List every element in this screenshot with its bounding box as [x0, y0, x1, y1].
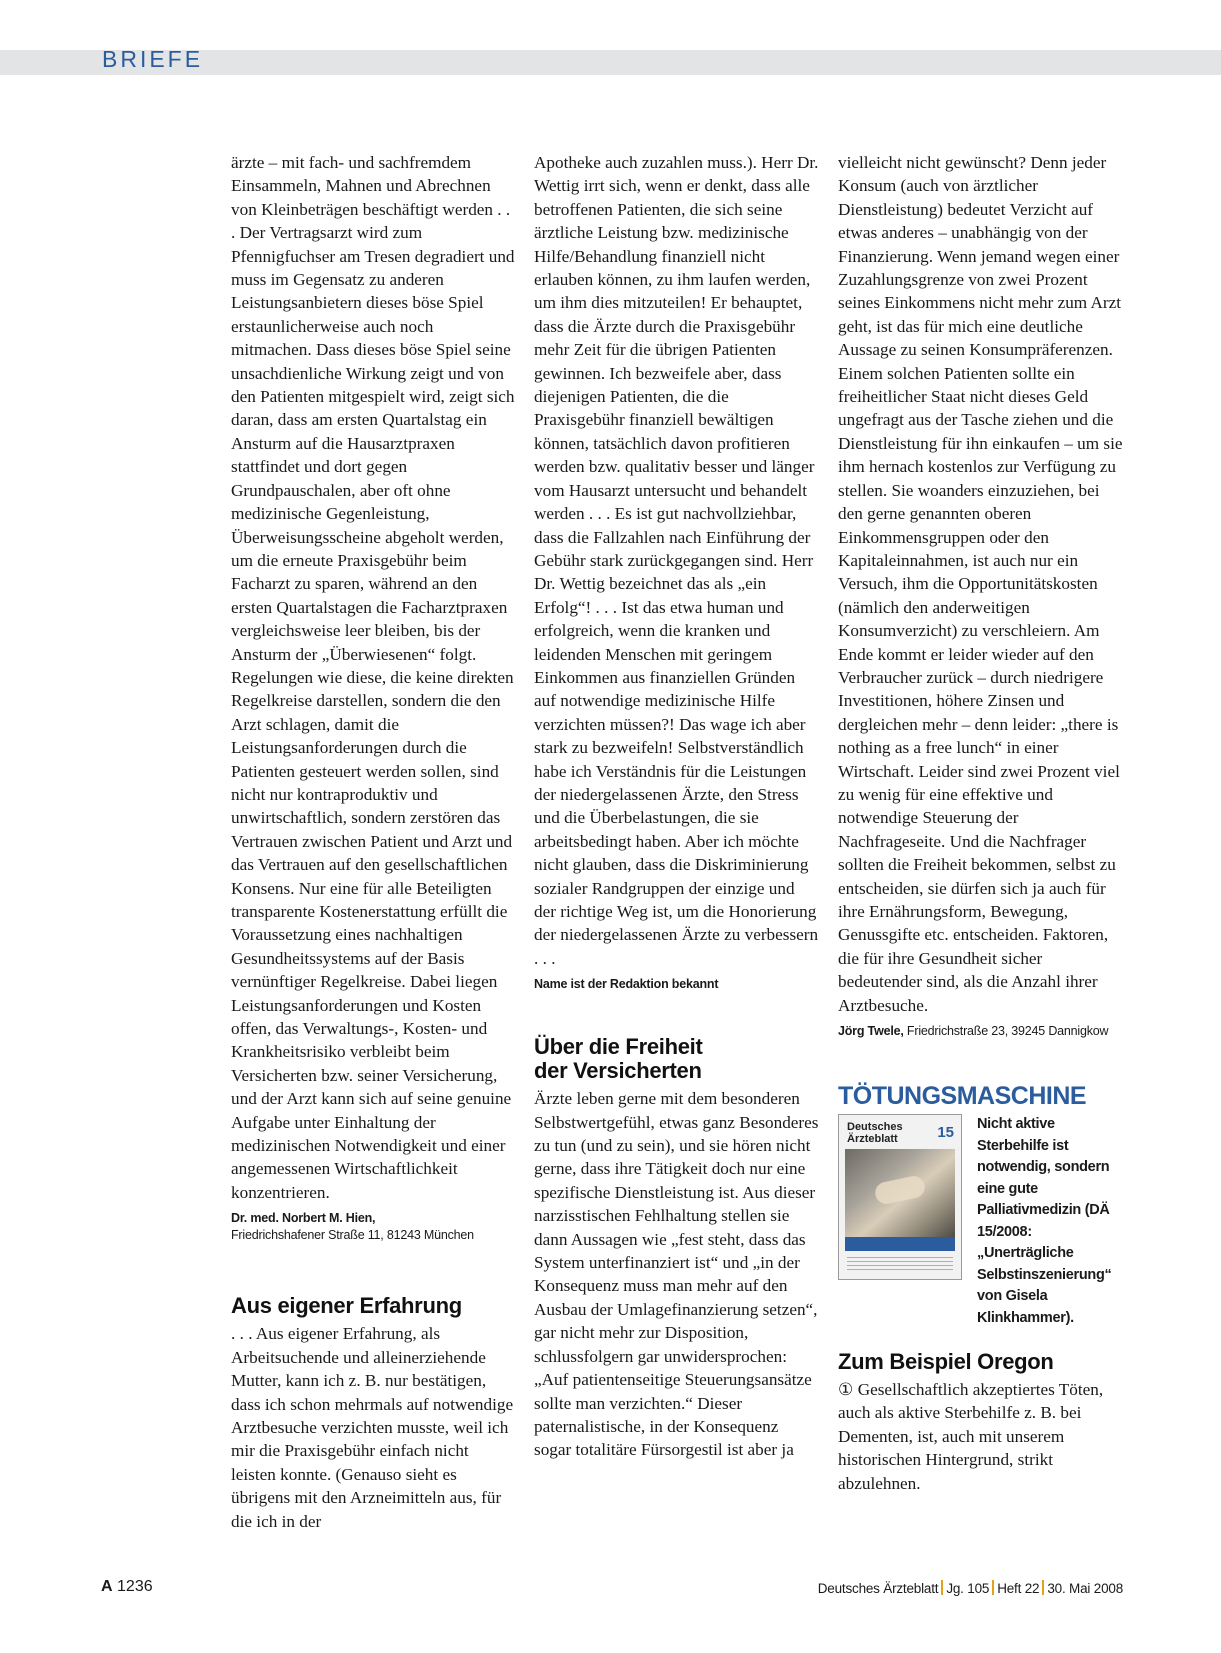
column-3 — [838, 151, 1123, 1495]
journal-name: Deutsches Ärzteblatt — [817, 1581, 939, 1596]
magazine-cover-image — [838, 1114, 962, 1280]
author-name: Dr. med. Norbert M. Hien, — [231, 1211, 376, 1226]
volume: Jg. 105 — [946, 1581, 990, 1596]
letter-heading-line: der Versicherten — [534, 1058, 702, 1084]
separator — [941, 1580, 943, 1595]
topic-teaser — [838, 1114, 1123, 1326]
page-prefix: A — [101, 1578, 113, 1595]
letter-signature — [838, 1023, 1123, 1040]
column-2 — [534, 151, 819, 1462]
author-name: Jörg Twele, — [838, 1024, 904, 1039]
date: 30. Mai 2008 — [1047, 1581, 1123, 1596]
cover-title: Deutsches Ärzteblatt — [847, 1121, 903, 1146]
letter-body: . . . Aus eigener Erfahrung, als Arbeitsuchende und alleinerziehende Mutter, kann ich z. B. nur bestätigen, dass ich schon mehrmals auf notwendige Arztbesuche verzichten musste, weil ich mir die Praxisgebühr einfach nicht leisten konnte. (Genauso sieht es übrigens mit den Arzneimitteln aus, für die ich in der — [231, 1324, 514, 1531]
letter-body: Ärzte leben gerne mit dem besonderen Selbstwertgefühl, etwas ganz Besonderes zu tun (und zu sein), und sie hören nicht gerne, dass ihre Tätigkeit doch nur eine spezifische Dienstleistung ist. Aus dieser narzisstischen Fehlhaltung stellen sie dann Aussagen wie „fest steht, dass das System unterfinanziert ist“ und „in der Konsequenz muss man mehr auf den Ausbau der Umlagefinanzierung setzen“, gar nicht mehr zur Disposition, schlussfolgern gar unwidersprochen: „Auf patientenseitige Steuerungsansätze sollte man verzichten.“ Dieser paternalistische, in der Konsequenz sogar totalitäre Fürsorgestil ist aber ja — [534, 1089, 819, 1460]
page-number — [101, 1578, 153, 1596]
teaser-text: Nicht aktive Sterbehilfe ist notwendig, sondern eine gute Palliativmedizin (DÄ 15/2008: „Unerträgliche Selbstinszenierung“ von Gisela Klinkhammer). — [977, 1116, 1112, 1326]
topic-heading: TÖTUNGSMASCHINE — [838, 1082, 1087, 1111]
cover-photo — [845, 1149, 955, 1237]
author-name: Name ist der Redaktion bekannt — [534, 977, 719, 992]
section-label: BRIEFE — [102, 46, 204, 72]
letter-heading: Aus eigener Erfahrung — [231, 1293, 462, 1319]
separator — [992, 1580, 994, 1595]
letter-signature — [534, 976, 819, 993]
cover-text-lines — [847, 1257, 953, 1273]
letter-body: ① Gesellschaftlich akzeptiertes Töten, auch als aktive Sterbehilfe z. B. bei Dementen, ist, auch mit unserem historischen Hintergrund, strikt abzulehnen. — [838, 1380, 1104, 1493]
cover-issue-number: 15 — [937, 1124, 954, 1142]
author-address: Friedrichshafener Straße 11, 81243 München — [231, 1228, 474, 1243]
letter-heading: Zum Beispiel Oregon — [838, 1349, 1054, 1375]
letter-body: Apotheke auch zuzahlen muss.). Herr Dr. Wettig irrt sich, wenn er denkt, dass alle betroffenen Patienten, die sich seine ärztliche Leistung bzw. medizinische Hilfe/Behandlung finanziell nicht erlauben können, zu ihm laufen werden, um ihm dies mitzuteilen! Er behauptet, dass die Ärzte durch die Praxisgebühr mehr Zeit für die übrigen Patienten gewinnen. Ich bezweifele aber, dass diejenigen Patienten, die die Praxisgebühr finanziell bewältigen können, tatsächlich davon profitieren werden bzw. qualitativ besser und länger vom Hausarzt untersucht und behandelt werden . . . Es ist gut nachvollziehbar, dass die Fallzahlen nach Einführung der Gebühr stark zurückgegangen sind. Herr Dr. Wettig bezeichnet das als „ein Erfolg“! . . . Ist das etwa human und erfolgreich, wenn die kranken und leidenden Menschen mit geringem Einkommen aus finanziellen Gründen auf notwendige medizinische Hilfe verzichten müssen?! Das wage ich aber stark zu bezweifeln! Selbstverständlich habe ich Verständnis für die Leistungen der niedergelassenen Ärzte, den Stress und die Überbelastungen, die sie arbeitsbedingt haben. Aber ich möchte nicht glauben, dass die Diskriminierung sozialer Randgruppen der einzige und der richtige Weg ist, um die Honorierung der niedergelassenen Ärzte zu verbessern . . . — [534, 153, 819, 968]
author-address: Friedrichstraße 23, 39245 Dannigkow — [906, 1024, 1109, 1039]
page-number-value: 1236 — [117, 1578, 153, 1595]
footer-citation — [818, 1580, 1123, 1596]
letter-body: ärzte – mit fach- und sachfremdem Einsammeln, Mahnen und Abrechnen von Kleinbeträgen beschäftigt werden . . . Der Vertragsarzt wird zum Pfennigfuchser am Tresen degradiert und muss im Gegensatz zu anderen Leistungsanbietern dieses böse Spiel erstaunlicherweise auch noch mitmachen. Dass dieses böse Spiel seine unsachdienliche Wirkung zeigt und von den Patienten mitgespielt wird, zeigt sich daran, dass am ersten Quartalstag ein Ansturm auf die Hausarztpraxen stattfindet und dort gegen Grundpauschalen, aber oft ohne medizinische Gegenleistung, Überweisungsscheine abgeholt werden, um die erneute Praxisgebühr beim Facharzt zu sparen, während an den ersten Quartalstagen die Facharztpraxen vergleichsweise leer bleiben, bis der Ansturm der „Überwiesenen“ folgt. Regelungen wie diese, die keine direkten Regelkreise darstellen, sondern die den Arzt schlagen, damit die Leistungsanforderungen durch die Patienten gesteuert werden sollen, sind nicht nur kontraproduktiv und unwirtschaftlich, sondern zerstören das Vertrauen zwischen Patient und Arzt und das Vertrauen auf den gesellschaftlichen Konsens. Nur eine für alle Beteiligten transparente Kostenerstattung erfüllt die Voraussetzung eines nachhaltigen Gesundheitssystems auf der Basis vernünftiger Regelkreise. Dabei liegen Leistungsanforderungen und Kosten offen, das Verwaltungs-, Kosten- und Krankheitsrisiko verbleibt beim Versicherten bzw. seiner Versicherung, und der Arzt kann sich auf seine genuine Aufgabe unter Einhaltung der medizinischen Notwendigkeit und einer angemessenen Wirtschaftlichkeit konzentrieren. — [231, 153, 515, 1202]
issue: Heft 22 — [997, 1581, 1040, 1596]
separator — [1042, 1580, 1044, 1595]
letter-body: vielleicht nicht gewünscht? Denn jeder Konsum (auch von ärztlicher Dienstleistung) bedeutet Verzicht auf etwas anderes – unabhängig von der Finanzierung. Wenn jemand wegen einer Zuzahlungsgrenze von zwei Prozent seines Einkommens nicht mehr zum Arzt geht, ist das für mich eine deutliche Aussage zu seinen Konsumpräferenzen. Einem solchen Patienten sollte ein freiheitlicher Staat nicht dieses Geld ungefragt aus der Tasche ziehen und die Dienstleistung für ihn einkaufen – um sie ihm hernach kostenlos zur Verfügung zu stellen. Sie woanders einzuziehen, bei den gerne genannten oberen Einkommensgruppen oder den Kapitaleinnahmen, ist auch nur ein Versuch, ihm die Opportunitätskosten (nämlich den anderweitigen Konsumverzicht) zu verschleiern. Am Ende kommt er leider wieder auf den Verbraucher zurück – durch niedrigere Investitionen, höhere Zinsen und dergleichen mehr – denn leider: „there is nothing as a free lunch“ in einer Wirtschaft. Leider sind zwei Prozent viel zu wenig für eine effektive und notwendige Steuerung der Nachfrageseite. Und die Nachfrager sollten die Freiheit bekommen, selbst zu entscheiden, sie dürfen sich ja auch für ihre Ernährungsform, Bewegung, Genussgifte etc. entscheiden. Faktoren, die für ihre Gesundheit sicher bedeutender sind, als die Anzahl ihrer Arztbesuche. — [838, 153, 1123, 1015]
letter-signature — [231, 1210, 516, 1244]
cover-band — [845, 1237, 955, 1251]
letter-heading — [534, 1035, 819, 1083]
letter-heading-line: Über die Freiheit — [534, 1034, 703, 1060]
column-1 — [231, 151, 516, 1533]
